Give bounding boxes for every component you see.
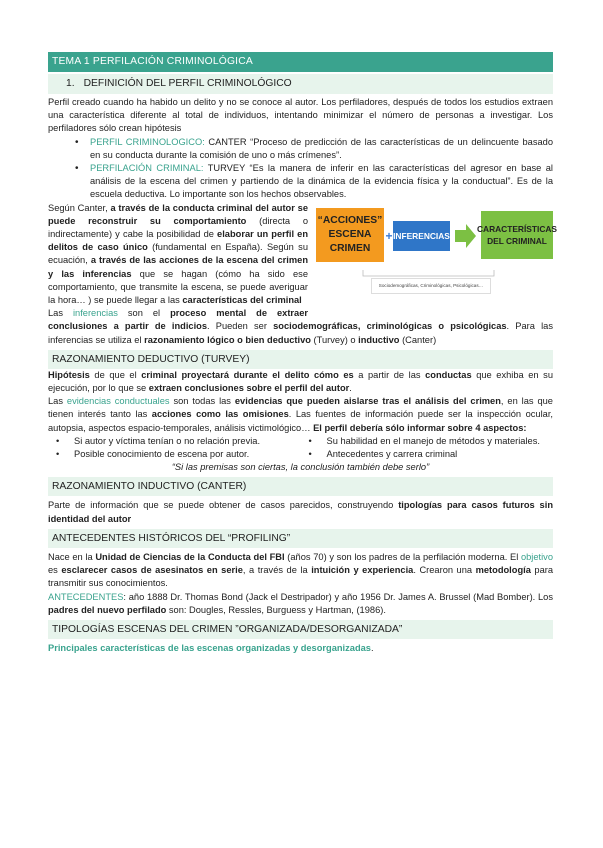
aspects-list-left <box>48 435 301 461</box>
chapter-header: TEMA 1 PERFILACIÓN CRIMINOLÓGICA <box>48 52 553 72</box>
section-title: DEFINICIÓN DEL PERFIL CRIMINOLÓGICO <box>83 78 292 89</box>
bold-run: evidencias que pueden aislarse tras el análisis del crimen <box>234 396 501 407</box>
plus-sign: + <box>385 228 393 243</box>
bold-run: extraen conclusiones sobre el perfil del autor <box>148 383 350 394</box>
text-run: . Crearon una <box>413 565 476 576</box>
bold-run: características del criminal <box>182 295 302 306</box>
antecedentes-paragraph <box>48 591 553 617</box>
highlight-run: ANTECEDENTES <box>48 591 124 602</box>
text-run: , en las que tienen interés tanto las <box>48 396 553 420</box>
tipologias-paragraph <box>48 642 553 655</box>
text-run: . Para las inferencias se utiliza el <box>48 321 553 345</box>
deductivo-paragraph-2 <box>48 395 553 435</box>
highlight-run: Principales características de las escenas organizadas y desorganizadas <box>48 642 371 653</box>
canter-equation-figure <box>316 206 558 309</box>
bold-run: El perfil debería sólo informar sobre 4 aspectos: <box>313 422 527 433</box>
highlight-run: evidencias conductuales <box>66 396 170 407</box>
bold-run: Unidad de Ciencias de la Conducta del FBI <box>95 551 285 562</box>
text-run: (Turvey) o <box>310 334 359 345</box>
text-run: que se hagan (cómo ha sido ese comportamiento, que transmite la escena, se puede averiguar la hora… ) se puede llegar a las <box>48 268 308 306</box>
text-run: son: Dougles, Ressles, Burguess y Hartman, (1986). <box>166 604 386 615</box>
inferencias-paragraph <box>48 307 553 347</box>
text-run: para transmitir sus conocimientos. <box>48 565 554 589</box>
text-run: son el <box>117 308 171 319</box>
text-run: a partir de las <box>353 369 426 380</box>
list-item: • Posible conocimiento de escena por autor. <box>48 448 301 461</box>
definition-label: PERFILACIÓN CRIMINAL: <box>90 163 204 174</box>
inductivo-paragraph <box>48 499 553 525</box>
bold-run: criminal proyectará durante el delito cómo es <box>141 369 354 380</box>
list-item: • Su habilidad en el manejo de métodos y materiales. <box>301 435 554 448</box>
text-run: : año 1888 Dr. Thomas Bond (Jack el Destripador) y año 1956 Dr. James A. Brussel (Mad Bomber). Los <box>123 591 553 602</box>
historicos-paragraph <box>48 551 553 591</box>
bold-run: esclarecer casos de asesinatos en serie <box>61 565 243 576</box>
text-run: de que el <box>89 369 142 380</box>
section-header-inductivo: RAZONAMIENTO INDUCTIVO (CANTER) <box>48 477 553 496</box>
text-run: Nace en la <box>48 551 96 562</box>
definition-item <box>48 136 553 162</box>
text-run: Las <box>48 308 73 319</box>
caption-bracket <box>363 270 494 276</box>
text-run: Según Canter, <box>48 202 111 213</box>
text-run: , a través de la <box>242 565 312 576</box>
definition-text: CANTER “Proceso de predicción de las características de un delincuente basado en su conducta durante la comisión de uno o más crímenes”. <box>90 136 553 160</box>
text-run: es <box>48 565 62 576</box>
section-number: 1. <box>66 78 75 89</box>
definitions-list <box>48 136 553 202</box>
bold-run: proceso mental de extraer conclusiones a partir de indicios <box>48 308 308 332</box>
text-run: . <box>349 383 352 394</box>
inferencias-box-label: INFERENCIAS <box>393 230 450 241</box>
text-run: que exhiba en su ejecución, por lo que se <box>48 369 553 394</box>
text-run: (directa o indirectamente) y cabe la posibilidad de <box>48 215 309 240</box>
bold-run: elaborar un perfil en delitos de caso único <box>48 229 308 253</box>
bold-run: tipologías para casos futuros sin identidad del autor <box>48 500 553 524</box>
arrow-icon <box>455 224 476 248</box>
aspects-columns <box>48 435 553 461</box>
highlight-run: inferencias <box>72 308 118 319</box>
deductivo-paragraph-1 <box>48 369 553 395</box>
list-item: • Antecedentes y carrera criminal <box>301 448 554 461</box>
definition-label: PERFIL CRIMINOLOGICO: <box>90 136 205 147</box>
text-run: Parte de información que se puede obtener de casos parecidos, construyendo <box>48 500 399 511</box>
text-run: (años 70) y son los padres de la perfilación moderna. El <box>284 551 521 562</box>
text-run: son todas las <box>169 396 235 407</box>
bold-run: a través de las acciones de la escena del crimen y las inferencias <box>48 255 309 279</box>
section-header-deductivo: RAZONAMIENTO DEDUCTIVO (TURVEY) <box>48 350 553 369</box>
deductivo-quote: “Si las premisas son ciertas, la conclusión también debe serlo” <box>171 462 430 473</box>
text-run: (fundamental en España). Según su ecuación, <box>48 242 308 266</box>
highlight-run: objetivo <box>520 551 553 562</box>
intro-paragraph: Perfil creado cuando ha habido un delito y no se conoce al autor. Los perfiladores, después de todos los estudios extraen una característica diferente al total de individuos, intentando minimizar el número de personas a investigar. Los perfiladores sólo crean hipótesis <box>48 97 553 134</box>
bold-run: metodología <box>475 565 531 576</box>
section-header-definicion <box>48 74 553 94</box>
bold-run: padres del nuevo perfilado <box>48 604 167 615</box>
text-run: Las <box>48 396 67 407</box>
text-run: . Pueden ser <box>207 321 274 332</box>
bold-run: conductas <box>425 369 472 380</box>
canter-block <box>48 202 558 308</box>
bold-run: razonamiento lógico o bien deductivo <box>144 334 311 345</box>
bold-run: acciones como las omisiones <box>151 409 289 420</box>
figure-caption: Sociodemográficas, Criminológicas, Psicológicas… <box>371 278 491 294</box>
aspects-list-right <box>301 435 554 461</box>
bold-run: a través de la conducta criminal del autor se puede reconstruir su comportamiento <box>48 202 308 226</box>
text-run: (Canter) <box>399 334 437 345</box>
text-run: . Las fuentes de información puede ser la inspección ocular, autopsia, aspectos espacio-temporales, análisis victimológico… <box>48 409 553 433</box>
document-page <box>48 52 558 655</box>
section-header-historicos: ANTECEDENTES HISTÓRICOS DEL “PROFILING” <box>48 529 553 548</box>
caracteristicas-box-label: CARACTERÍSTICAS DEL CRIMINAL <box>476 223 558 246</box>
section-header-tipologias: TIPOLOGÍAS ESCENAS DEL CRIMEN ”ORGANIZADA/DESORGANIZADA” <box>48 620 553 639</box>
bold-run: sociodemográficas, criminológicas o psicológicas <box>273 321 507 332</box>
bold-run: Hipótesis <box>48 369 90 380</box>
list-item: • Si autor y víctima tenían o no relación previa. <box>48 435 301 448</box>
definition-text: TURVEY “Es la manera de inferir en las características del agresor en base al análisis de la escena del crimen y partiendo de la dinámica de la evidencia física y la conductual”. Es de la escuela deductiva. Lo importante son los hechos observables. <box>90 163 553 200</box>
acciones-box-label: “ACCIONES” ESCENA CRIMEN <box>317 214 383 254</box>
bold-run: inductivo <box>358 334 400 345</box>
definition-item <box>48 162 553 202</box>
bold-run: intuición y experiencia <box>311 565 414 576</box>
text-run: . <box>370 642 374 653</box>
